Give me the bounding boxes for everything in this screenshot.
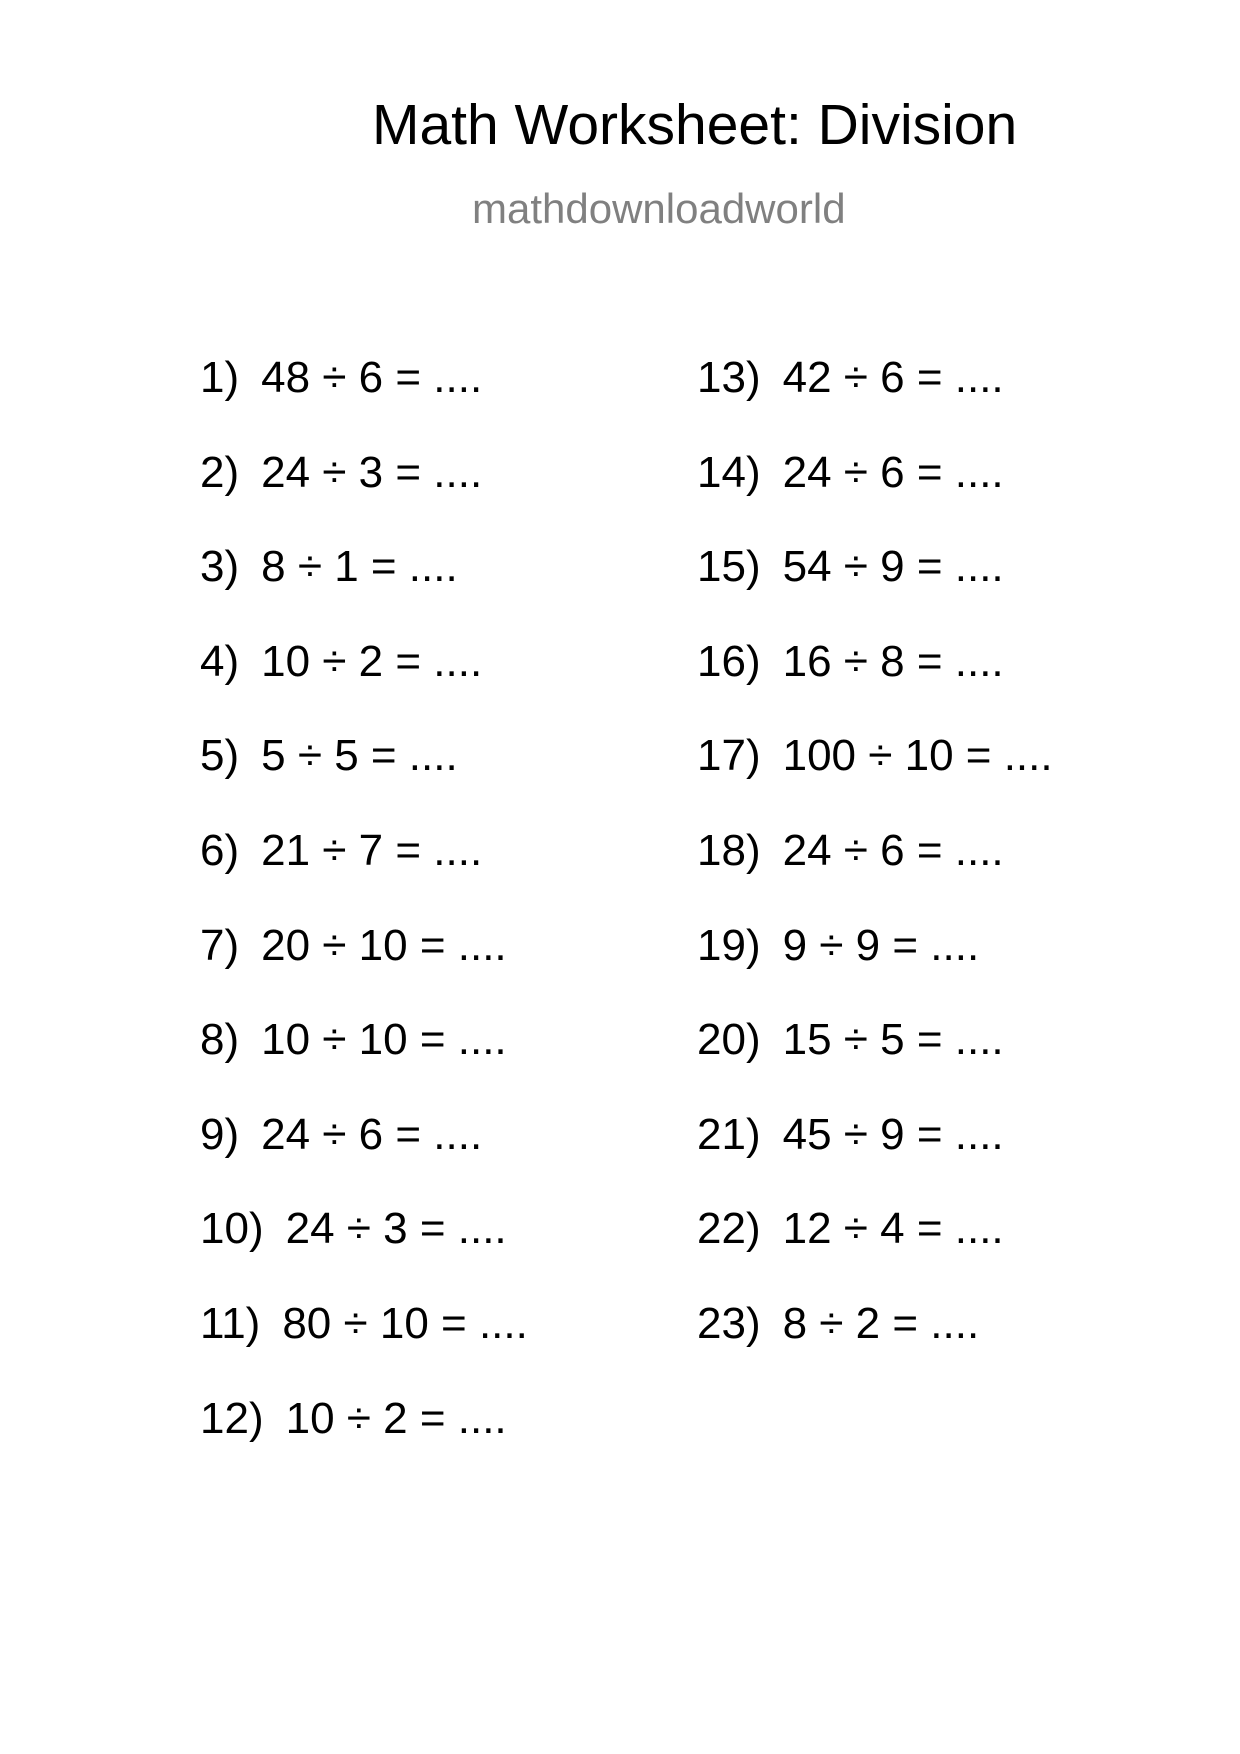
problem-expression: 54 ÷ 9 = .... <box>782 542 1004 591</box>
problem-item <box>200 826 483 875</box>
problem-expression: 10 ÷ 2 = .... <box>261 637 483 686</box>
problem-item <box>200 921 507 970</box>
problem-expression: 20 ÷ 10 = .... <box>261 921 507 970</box>
problem-number: 6) <box>200 826 240 875</box>
problem-number: 19) <box>697 921 761 970</box>
problem-number: 21) <box>697 1110 761 1159</box>
problem-item <box>697 731 1053 780</box>
problem-number: 5) <box>200 731 240 780</box>
problem-expression: 24 ÷ 6 = .... <box>782 448 1004 497</box>
problem-item <box>697 1299 980 1348</box>
problem-expression: 42 ÷ 6 = .... <box>782 353 1004 402</box>
problem-expression: 9 ÷ 9 = .... <box>782 921 980 970</box>
problem-expression: 5 ÷ 5 = .... <box>261 731 458 780</box>
problem-item <box>697 448 1004 497</box>
problem-expression: 16 ÷ 8 = .... <box>782 637 1004 686</box>
problem-item <box>697 921 980 970</box>
problem-item <box>200 1015 507 1064</box>
problem-expression: 45 ÷ 9 = .... <box>782 1110 1004 1159</box>
page-subtitle: mathdownloadworld <box>472 185 846 232</box>
problem-number: 14) <box>697 448 761 497</box>
problem-expression: 10 ÷ 2 = .... <box>285 1394 507 1443</box>
problem-number: 8) <box>200 1015 240 1064</box>
problem-item <box>697 1015 1004 1064</box>
problem-item <box>200 1110 483 1159</box>
problem-item <box>697 353 1004 402</box>
problem-expression: 8 ÷ 1 = .... <box>261 542 458 591</box>
problem-item <box>697 826 1004 875</box>
problem-number: 23) <box>697 1299 761 1348</box>
problem-item <box>200 448 483 497</box>
problem-number: 22) <box>697 1204 761 1253</box>
problem-number: 4) <box>200 637 240 686</box>
problem-expression: 80 ÷ 10 = .... <box>282 1299 528 1348</box>
problem-number: 11) <box>200 1299 261 1348</box>
problem-expression: 15 ÷ 5 = .... <box>782 1015 1004 1064</box>
problem-expression: 24 ÷ 6 = .... <box>261 1110 483 1159</box>
problem-item <box>200 637 483 686</box>
problem-number: 7) <box>200 921 240 970</box>
problem-number: 10) <box>200 1204 264 1253</box>
problem-number: 2) <box>200 448 240 497</box>
problem-number: 13) <box>697 353 761 402</box>
problem-item <box>200 1299 528 1348</box>
problem-item <box>697 1204 1004 1253</box>
problem-number: 17) <box>697 731 761 780</box>
problem-item <box>697 542 1004 591</box>
problem-expression: 10 ÷ 10 = .... <box>261 1015 507 1064</box>
problem-number: 9) <box>200 1110 240 1159</box>
problem-number: 20) <box>697 1015 761 1064</box>
problem-item <box>200 353 483 402</box>
problem-expression: 24 ÷ 3 = .... <box>285 1204 507 1253</box>
problem-expression: 8 ÷ 2 = .... <box>782 1299 980 1348</box>
problem-number: 18) <box>697 826 761 875</box>
problem-item <box>697 1110 1004 1159</box>
problem-item <box>200 542 458 591</box>
problem-number: 1) <box>200 353 240 402</box>
problem-expression: 24 ÷ 6 = .... <box>782 826 1004 875</box>
problem-number: 3) <box>200 542 240 591</box>
problem-item <box>697 637 1004 686</box>
problem-expression: 48 ÷ 6 = .... <box>261 353 483 402</box>
problem-item <box>200 731 458 780</box>
problem-number: 12) <box>200 1394 264 1443</box>
problem-number: 16) <box>697 637 761 686</box>
problem-expression: 100 ÷ 10 = .... <box>782 731 1053 780</box>
page-title: Math Worksheet: Division <box>372 93 1018 157</box>
problem-expression: 24 ÷ 3 = .... <box>261 448 483 497</box>
problem-expression: 21 ÷ 7 = .... <box>261 826 483 875</box>
problem-item <box>200 1394 507 1443</box>
problem-item <box>200 1204 507 1253</box>
problem-expression: 12 ÷ 4 = .... <box>782 1204 1004 1253</box>
problem-number: 15) <box>697 542 761 591</box>
